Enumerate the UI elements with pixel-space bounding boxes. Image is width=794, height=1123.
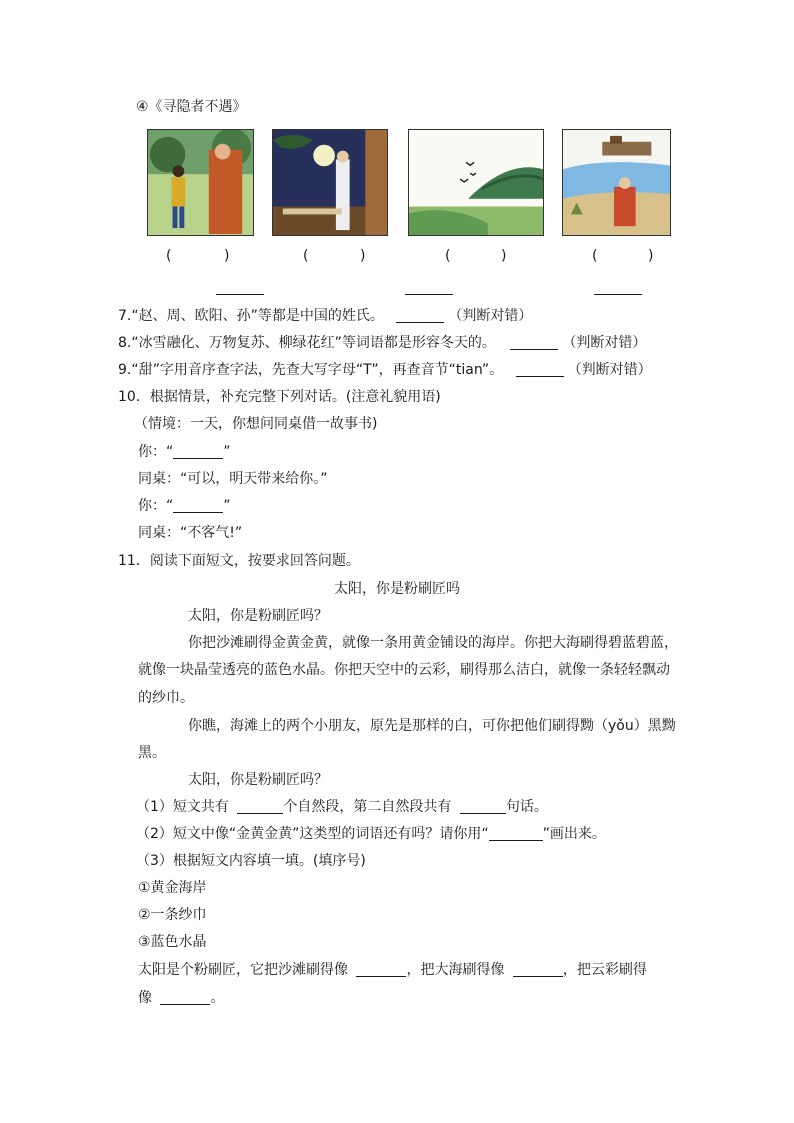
answer-line-1[interactable] xyxy=(216,294,264,295)
picture4-close-paren: ) xyxy=(648,248,654,264)
sentence-count-blank[interactable] xyxy=(460,799,506,814)
dialogue-line-3-blank[interactable] xyxy=(173,498,223,513)
dialogue-line-2: 同桌：“可以，明天带来给你。” xyxy=(138,471,328,487)
dialogue-line-3-prefix: 你：“ xyxy=(138,498,174,514)
question-8 xyxy=(118,333,646,353)
sub-question-1-part-c: 句话。 xyxy=(505,799,548,815)
cloud-blank[interactable] xyxy=(160,990,210,1005)
question-8-blank[interactable] xyxy=(510,335,558,350)
sub-question-2-part-b: ”画出来。 xyxy=(542,826,606,842)
fill-sentence-part-c: ，把云彩刷得 xyxy=(562,962,647,978)
dialogue-line-3-suffix: ” xyxy=(223,498,231,514)
question-11-title: 11．阅读下面短文，按要求回答问题。 xyxy=(118,553,360,569)
option-1: ①黄金海岸 xyxy=(138,880,207,896)
picture2-open-paren: ( xyxy=(303,248,309,264)
article-paragraph-3-line-1: 你瞧，海滩上的两个小朋友，原先是那样的白，可你把他们刷得黝（yǒu）黑黝 xyxy=(188,718,676,734)
picture2-close-paren: ) xyxy=(360,248,366,264)
option-3: ③蓝色水晶 xyxy=(138,934,207,950)
question-7-blank[interactable] xyxy=(396,308,444,323)
sea-blank[interactable] xyxy=(513,962,563,977)
question-8-text: 8.“冰雪融化、万物复苏、柳绿花红”等词语都是形容冬天的。 xyxy=(118,335,496,351)
fill-sentence-part-d: 像 xyxy=(138,990,152,1006)
picture1-close-paren: ) xyxy=(224,248,230,264)
picture3-close-paren: ) xyxy=(501,248,507,264)
sand-blank[interactable] xyxy=(356,962,406,977)
article-paragraph-2-line-3: 的纱巾。 xyxy=(138,690,194,706)
question-8-suffix: （判断对错） xyxy=(562,335,647,351)
picture4-open-paren: ( xyxy=(592,248,598,264)
picture1-open-paren: ( xyxy=(166,248,172,264)
article-paragraph-1: 太阳，你是粉刷匠吗？ xyxy=(188,608,328,624)
dialogue-line-1-prefix: 你：“ xyxy=(138,444,174,460)
picture-boy-and-elder xyxy=(147,129,254,236)
dialogue-line-3 xyxy=(138,496,231,516)
article-paragraph-3-line-2: 黑。 xyxy=(138,745,166,761)
article-paragraph-4: 太阳，你是粉刷匠吗？ xyxy=(188,772,328,788)
poem-title: ④《寻隐者不遇》 xyxy=(136,99,247,115)
article-paragraph-2-line-1: 你把沙滩刷得金黄金黄，就像一条用黄金铺设的海岸。你把大海刷得碧蓝碧蓝， xyxy=(188,635,678,651)
question-7 xyxy=(118,306,532,326)
sub-question-1-part-a: （1）短文共有 xyxy=(136,799,229,815)
question-9 xyxy=(118,360,652,380)
fill-sentence-line-1 xyxy=(138,960,647,980)
question-7-text: 7.“赵、周、欧阳、孙”等都是中国的姓氏。 xyxy=(118,308,384,324)
answer-line-3[interactable] xyxy=(594,294,642,295)
underline-sample-blank[interactable] xyxy=(489,826,543,841)
article-title: 太阳，你是粉刷匠吗 xyxy=(334,581,460,597)
picture-moon-night xyxy=(272,129,388,236)
dialogue-line-1-suffix: ” xyxy=(223,444,231,460)
article-paragraph-2-line-2: 就像一块晶莹透亮的蓝色水晶。你把天空中的云彩，刷得那么洁白，就像一条轻轻飘动 xyxy=(138,662,670,678)
dialogue-line-1-blank[interactable] xyxy=(173,444,223,459)
paragraph-count-blank[interactable] xyxy=(237,799,283,814)
fill-sentence-part-b: ，把大海刷得像 xyxy=(406,962,505,978)
question-9-blank[interactable] xyxy=(516,362,564,377)
fill-sentence-part-e: 。 xyxy=(210,990,225,1006)
question-9-text: 9.“甜”字用音序查字法，先查大写字母“T”，再查音节“tian”。 xyxy=(118,362,504,378)
sub-question-2 xyxy=(136,824,606,844)
question-9-suffix: （判断对错） xyxy=(567,362,652,378)
question-10-situation: （情境：一天，你想问同桌借一故事书) xyxy=(134,416,378,432)
picture-river-boat xyxy=(562,129,671,236)
picture-pine-and-birds xyxy=(408,129,544,236)
answer-line-2[interactable] xyxy=(405,294,453,295)
dialogue-line-1 xyxy=(138,442,231,462)
picture3-open-paren: ( xyxy=(445,248,451,264)
question-7-suffix: （判断对错） xyxy=(448,308,533,324)
sub-question-1-part-b: 个自然段，第二自然段共有 xyxy=(283,799,452,815)
dialogue-line-4: 同桌：“不客气!” xyxy=(138,525,243,541)
sub-question-2-part-a: （2）短文中像“金黄金黄”这类型的词语还有吗？请你用“ xyxy=(136,826,489,842)
fill-sentence-part-a: 太阳是个粉刷匠，它把沙滩刷得像 xyxy=(138,962,348,978)
option-2: ②一条纱巾 xyxy=(138,907,207,923)
fill-sentence-line-2 xyxy=(138,988,224,1008)
sub-question-1 xyxy=(136,797,548,817)
question-10-title: 10．根据情景，补充完整下列对话。(注意礼貌用语) xyxy=(118,389,441,405)
sub-question-3: （3）根据短文内容填一填。(填序号) xyxy=(136,853,366,869)
